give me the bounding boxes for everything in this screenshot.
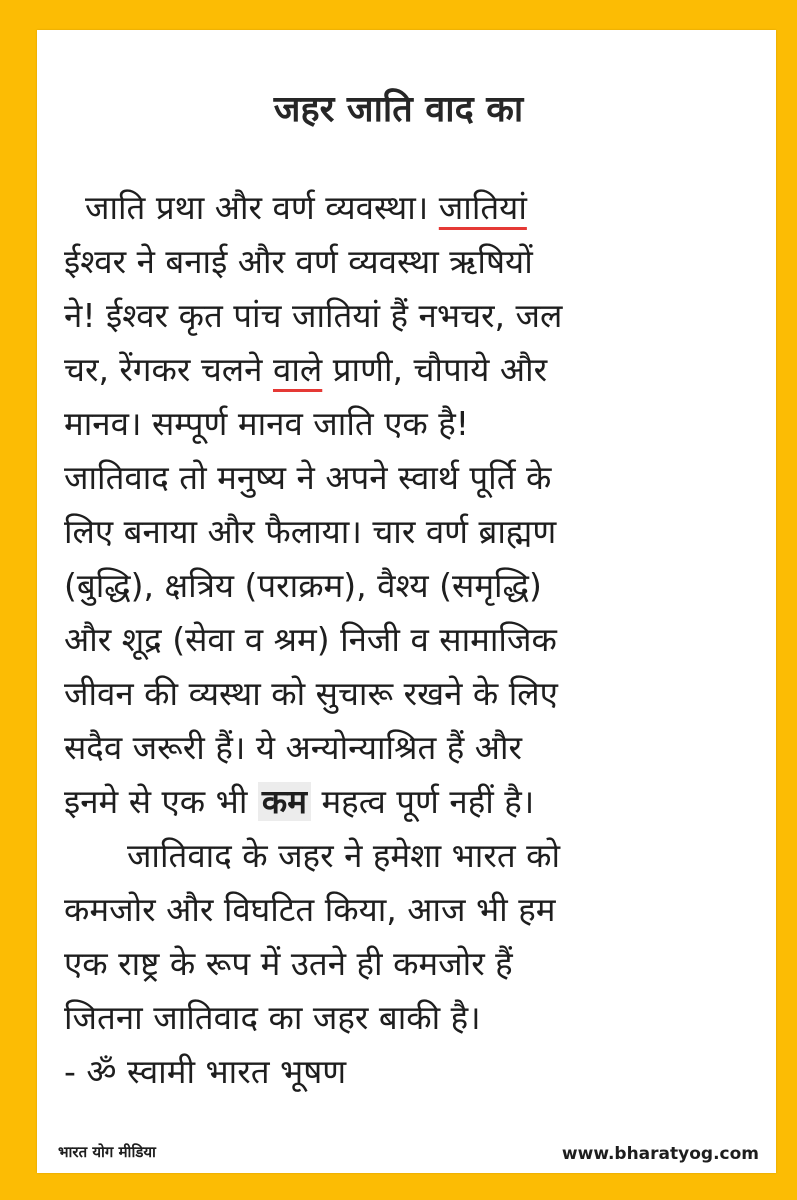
line-1-text: जाति प्रथा और वर्ण व्यवस्था। bbox=[64, 188, 429, 227]
highlighted-word-kam: कम bbox=[258, 782, 311, 821]
body-line-7: लिए बनाया और फैलाया। चार वर्ण ब्राह्मण bbox=[64, 512, 557, 551]
body-line-15: एक राष्ट्र के रूप में उतने ही कमजोर हैं bbox=[64, 944, 513, 983]
body-line-6: जातिवाद तो मनुष्य ने अपने स्वार्थ पूर्ति के bbox=[64, 458, 552, 497]
body-line-14: कमजोर और विघटित किया, आज भी हम bbox=[64, 890, 556, 929]
line-12-text-a: इनमे से एक भी bbox=[64, 782, 248, 821]
body-line-2: ईश्वर ने बनाई और वर्ण व्यवस्था ऋषियों bbox=[64, 242, 533, 281]
body-line-13: जातिवाद के जहर ने हमेशा भारत को bbox=[64, 836, 561, 875]
body-line-8: (बुद्धि), क्षत्रिय (पराक्रम), वैश्य (समृद्धि) bbox=[64, 566, 542, 605]
underlined-word-vale: वाले bbox=[272, 350, 323, 389]
line-4-text-a: चर, रेंगकर चलने bbox=[64, 350, 263, 389]
body-line-12 bbox=[64, 780, 534, 824]
article-title: जहर जाति वाद का bbox=[273, 89, 524, 130]
line-12-text-b: महत्व पूर्ण नहीं है। bbox=[321, 782, 535, 821]
underlined-word-jatiyan: जातियां bbox=[438, 188, 527, 227]
body-line-5: मानव। सम्पूर्ण मानव जाति एक है! bbox=[64, 404, 470, 443]
body-line-4 bbox=[64, 348, 547, 392]
publisher-name: भारत योग मीडिया bbox=[58, 1143, 156, 1161]
line-4-text-b: प्राणी, चौपाये और bbox=[332, 350, 548, 389]
body-line-11: सदैव जरूरी हैं। ये अन्योन्याश्रित हैं और bbox=[64, 728, 523, 767]
body-line-3: ने! ईश्वर कृत पांच जातियां हैं नभचर, जल bbox=[64, 296, 563, 335]
body-line-10: जीवन की व्यस्था को सुचारू रखने के लिए bbox=[64, 674, 558, 713]
body-line-9: और शूद्र (सेवा व श्रम) निजी व सामाजिक bbox=[64, 620, 557, 659]
body-line-16: जितना जातिवाद का जहर बाकी है। bbox=[64, 998, 481, 1037]
body-line-1 bbox=[64, 186, 527, 230]
website-url: www.bharatyog.com bbox=[561, 1144, 759, 1164]
author-signature: - ॐ स्वामी भारत भूषण bbox=[64, 1052, 347, 1091]
